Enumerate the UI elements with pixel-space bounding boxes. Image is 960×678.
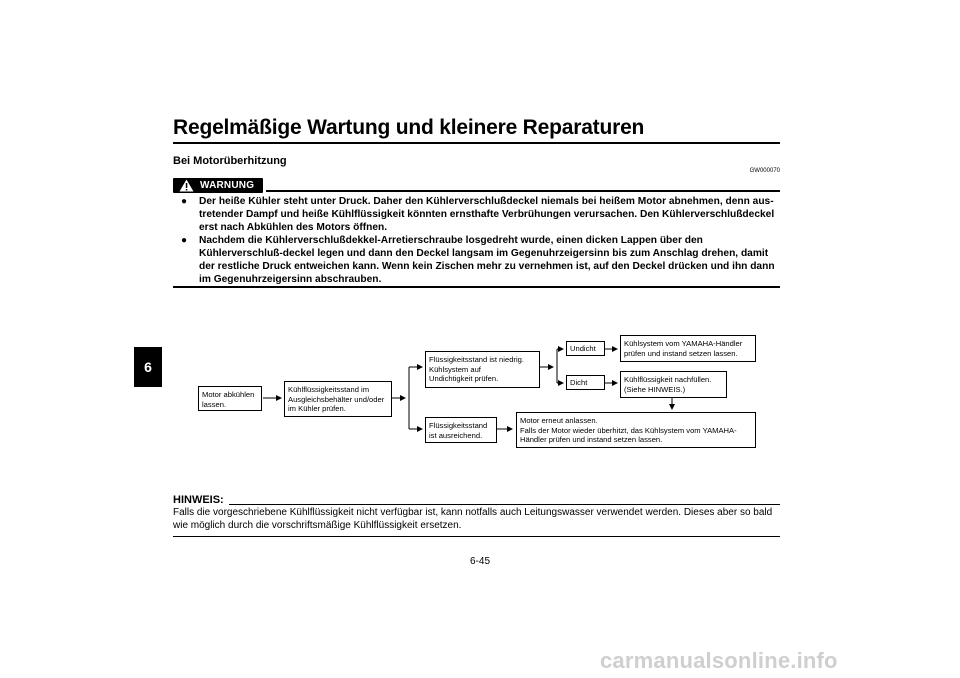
section-heading: Bei Motorüberhitzung <box>173 155 287 167</box>
flow-step-refill: Kühlflüssigkeit nachfüllen. (Siehe HINWEIS.) <box>620 371 727 398</box>
flow-step-check-level: Kühlflüssigkeitsstand im Ausgleichsbehälter und/oder im Kühler prüfen. <box>284 381 392 417</box>
flow-step-restart: Motor erneut anlassen. Falls der Motor wieder überhitzt, das Kühlsystem vom YAMAHA- Händler prüfen und instand setzen lassen. <box>516 412 756 448</box>
flow-step-level-low: Flüssigkeitsstand ist niedrig. Kühlsystem auf Undichtigkeit prüfen. <box>425 351 540 388</box>
flow-step-level-ok: Flüssigkeitsstand ist ausreichend. <box>425 417 497 443</box>
flow-step-cool-down: Motor abkühlen lassen. <box>198 386 262 411</box>
note-text: Falls die vorgeschriebene Kühlflüssigkeit nicht verfügbar ist, kann notfalls auch Leitungswasser verwendet werden. Dieses aber so bald wie möglich durch die vorschriftsmäßige Kühlflüssigkeit ersetzen. <box>173 507 773 531</box>
page-title: Regelmäßige Wartung und kleinere Reparaturen <box>173 116 645 139</box>
page-number: 6-45 <box>469 556 490 567</box>
warning-item-text: Nachdem die Kühlerverschlußdekkel-Arretierschraube losgedreht wurde, einen dicken Lappen über den Kühlerverschluß-deckel legen und dann den Deckel langsam im Gegenuhrzeigersinn bis zum Anschlag drehen, damit der restliche Druck entweichen kann. Wenn kein Zischen mehr zu vernehmen ist, auf den Deckel drücken und ihn dann im Gegenuhrzeigersinn abschrauben. <box>199 235 775 285</box>
note-label: HINWEIS: <box>173 494 224 506</box>
bullet-icon: ● <box>181 196 188 207</box>
chapter-tab: 6 <box>134 347 162 387</box>
warning-label: WARNUNG <box>200 180 255 191</box>
bullet-icon: ● <box>181 235 188 246</box>
document-code: GW000070 <box>749 168 780 174</box>
watermark: carmanualsonline.info <box>600 648 838 673</box>
flow-step-tight: Dicht <box>566 375 605 390</box>
flow-step-leaking: Undicht <box>566 341 605 356</box>
note-rule <box>229 504 780 505</box>
warning-item-text: Der heiße Kühler steht unter Druck. Daher den Kühlerverschlußdeckel niemals bei heißem Motor abnehmen, denn aus-tretender Dampf und heiße Kühlflüssigkeit könnten ernsthafte Verbrühungen verursachen. Den Kühlerverschlußdeckel erst nach Abkühlen des Motors öffnen. <box>199 196 775 233</box>
flow-step-dealer-check: Kühlsystem vom YAMAHA-Händler prüfen und instand setzen lassen. <box>620 335 756 362</box>
note-bottom-rule <box>173 536 780 537</box>
